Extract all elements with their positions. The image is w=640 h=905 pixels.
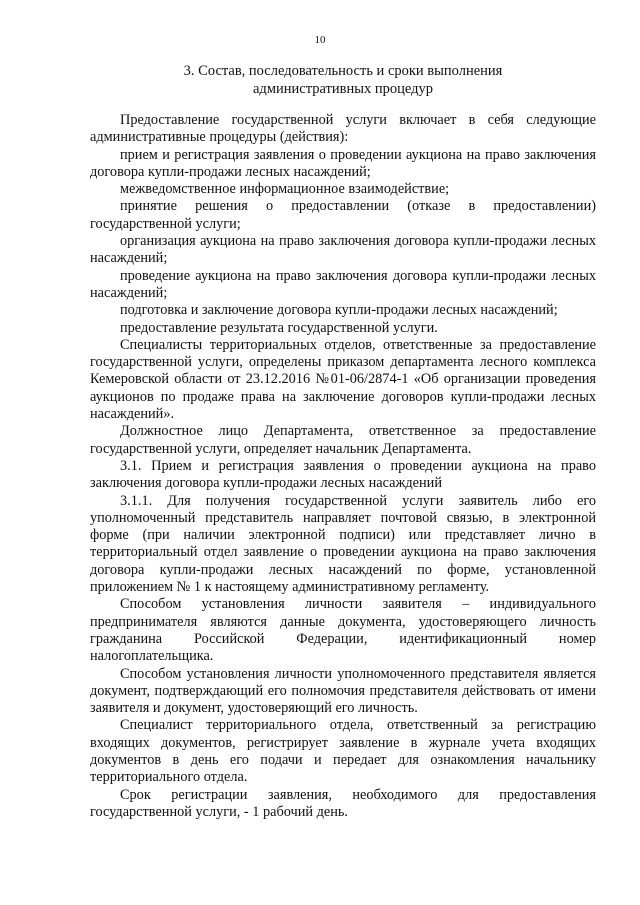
list-item-decision: принятие решения о предоставлении (отказе в предоставлении) государственной услуги;: [90, 198, 596, 232]
paragraph-intro: Предоставление государственной услуги включает в себя следующие административные процедуры (действия):: [90, 112, 596, 146]
paragraph-official: Должностное лицо Департамента, ответственное за предоставление государственной услуги, определяет начальник Департамента.: [90, 423, 596, 457]
list-item-conduct: проведение аукциона на право заключения договора купли-продажи лесных насаждений;: [90, 267, 596, 301]
section-heading-line-2: административных процедур: [253, 81, 433, 97]
page-number: 10: [314, 34, 326, 46]
list-item-interaction: межведомственное информационное взаимодействие;: [120, 181, 450, 198]
paragraph-identity-entrepreneur: Способом установления личности заявителя – индивидуального предпринимателя являются данные документа, удостоверяющего личность гражданина Российской Федерации, идентификационный номер налогоплательщика.: [90, 596, 596, 665]
section-heading: [90, 62, 596, 98]
paragraph-identity-representative: Способом установления личности уполномоченного представителя является документ, подтверждающий его полномочия представителя действовать от имени заявителя и документ, удостоверяющий его личность.: [90, 665, 596, 717]
list-item-reception: прием и регистрация заявления о проведении аукциона на право заключения договора купли-продажи лесных насаждений;: [90, 146, 596, 180]
subsection-heading-3-1: 3.1. Прием и регистрация заявления о проведении аукциона на право заключения договора купли-продажи лесных насаждений: [90, 457, 596, 492]
list-item-organization: организация аукциона на право заключения договора купли-продажи лесных насаждений;: [90, 233, 596, 267]
list-item-contract: подготовка и заключение договора купли-продажи лесных насаждений;: [120, 302, 558, 319]
paragraph-registration: Специалист территориального отдела, ответственный за регистрацию входящих документов, регистрирует заявление в журнале учета входящих документов в день его подачи и передает для ознакомления начальнику территориального отдела.: [90, 717, 596, 786]
section-heading-line-1: 3. Состав, последовательность и сроки выполнения: [183, 63, 503, 79]
paragraph-specialists: Специалисты территориальных отделов, ответственные за предоставление государственной услуги, определены приказом департамента лесного комплекса Кемеровской области от 23.12.2016 №01-06/2874-1 «Об организации проведения аукционов по продаже права на заключение договоров купли-продажи лесных насаждений».: [90, 336, 596, 423]
paragraph-registration-term: Срок регистрации заявления, необходимого для предоставления государственной услуги, - 1 рабочий день.: [90, 786, 596, 820]
paragraph-3-1-1: 3.1.1. Для получения государственной услуги заявитель либо его уполномоченный представитель направляет почтовой связью, в электронной форме (при наличии электронной подписи) или представляет лично в территориальный отдел заявление о проведении аукциона на право заключения договора купли-продажи лесных насаждений по форме, установленной приложением № 1 к настоящему административному регламенту.: [90, 492, 596, 596]
list-item-result: предоставление результата государственной услуги.: [120, 319, 438, 336]
document-body: [90, 112, 596, 821]
